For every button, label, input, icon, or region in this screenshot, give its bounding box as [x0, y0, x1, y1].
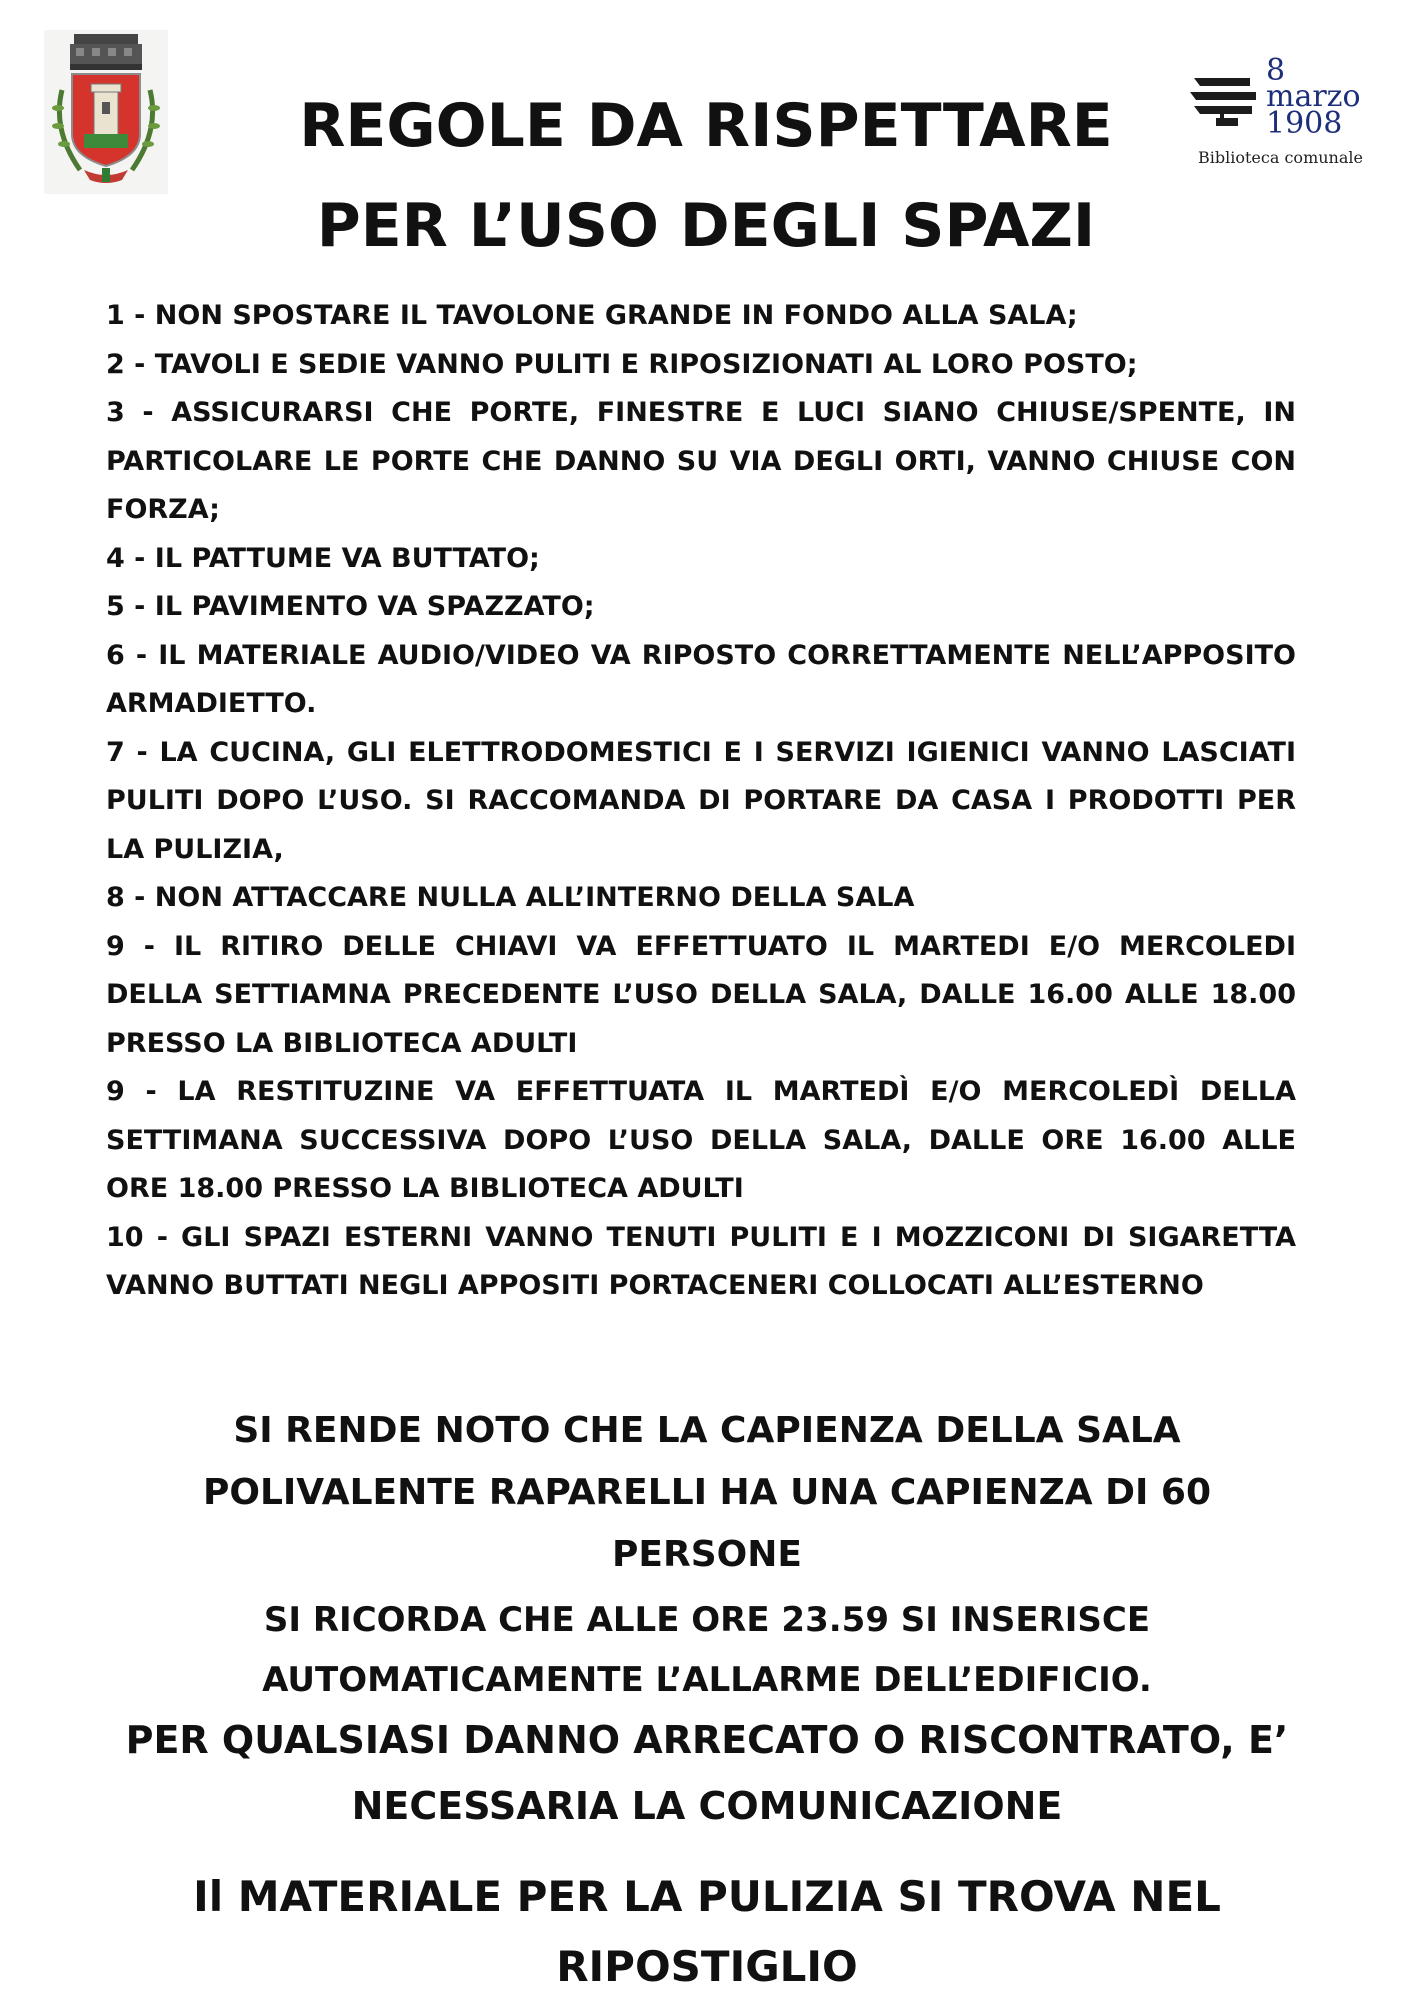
rule-item: 4 - IL PATTUME VA BUTTATO; [106, 542, 540, 574]
rule-item: 1 - NON SPOSTARE IL TAVOLONE GRANDE IN FONDO ALLA SALA; [106, 300, 1078, 331]
rule-item: 3 - ASSICURARSI CHE PORTE, FINESTRE E LUCI SIANO CHIUSE/SPENTE, IN PARTICOLARE LE PORTE CHE DANNO SU VIA DEGLI ORTI, VANNO CHIUSE CON FORZA; [106, 397, 1296, 525]
rule-item: 6 - IL MATERIALE AUDIO/VIDEO VA RIPOSTO CORRETTAMENTE NELL’APPOSITO ARMADIETTO. [106, 639, 1296, 719]
logo-number: 8 [1266, 53, 1286, 88]
rule-item: 2 - TAVOLI E SEDIE VANNO PULITI E RIPOSIZIONATI AL LORO POSTO; [106, 348, 1138, 380]
library-logo [1190, 53, 1380, 172]
rule-item: 10 - GLI SPAZI ESTERNI VANNO TENUTI PULITI E I MOZZICONI DI SIGARETTA VANNO BUTTATI NEGLI APPOSITI PORTACENERI COLLOCATI ALL’ESTERNO [106, 1221, 1296, 1301]
page-title [230, 76, 1182, 276]
cleaning-materials-notice: Il MATERIALE PER LA PULIZIA SI TROVA NEL RIPOSTIGLIO [193, 1872, 1221, 1991]
damage-notice: PER QUALSIASI DANNO ARRECATO O RISCONTRATO, E’ NECESSARIA LA COMUNICAZIONE [125, 1718, 1289, 1828]
title-line-2: PER L’USO DEGLI SPAZI [316, 191, 1096, 261]
rule-item: 7 - LA CUCINA, GLI ELETTRODOMESTICI E I SERVIZI IGIENICI VANNO LASCIATI PULITI DOPO L’USO. SI RACCOMANDA DI PORTARE DA CASA I PRODOTTI PER LA PULIZIA, [106, 736, 1296, 865]
rules-list [106, 292, 1296, 1311]
alarm-notice: SI RICORDA CHE ALLE ORE 23.59 SI INSERISCE AUTOMATICAMENTE L’ALLARME DELL’EDIFICIO. [262, 1600, 1152, 1700]
capacity-notice: SI RENDE NOTO CHE LA CAPIENZA DELLA SALA POLIVALENTE RAPARELLI HA UNA CAPIENZA DI 60 PERSONE [202, 1410, 1212, 1575]
books-stack-icon [1190, 70, 1262, 130]
logo-year: 1908 [1266, 106, 1343, 141]
rule-item: 8 - NON ATTACCARE NULLA ALL’INTERNO DELLA SALA [106, 882, 915, 913]
logo-month: marzo [1266, 79, 1361, 114]
logo-caption: Biblioteca comunale [1198, 148, 1363, 167]
title-line-1: REGOLE DA RISPETTARE [299, 91, 1113, 161]
rule-item: 9 - IL RITIRO DELLE CHIAVI VA EFFETTUATO IL MARTEDI E/O MERCOLEDI DELLA SETTIAMNA PRECEDENTE L’USO DELLA SALA, DALLE 16.00 ALLE 18.00 PRESSO LA BIBLIOTECA ADULTI [106, 930, 1296, 1059]
rule-item: 9 - LA RESTITUZINE VA EFFETTUATA IL MARTEDÌ E/O MERCOLEDÌ DELLA SETTIMANA SUCCESSIVA DOPO L’USO DELLA SALA, DALLE ORE 16.00 ALLE ORE 18.00 PRESSO LA BIBLIOTECA ADULTI [106, 1076, 1296, 1204]
municipal-coat-of-arms-icon [44, 30, 168, 194]
rule-item: 5 - IL PAVIMENTO VA SPAZZATO; [106, 591, 595, 622]
